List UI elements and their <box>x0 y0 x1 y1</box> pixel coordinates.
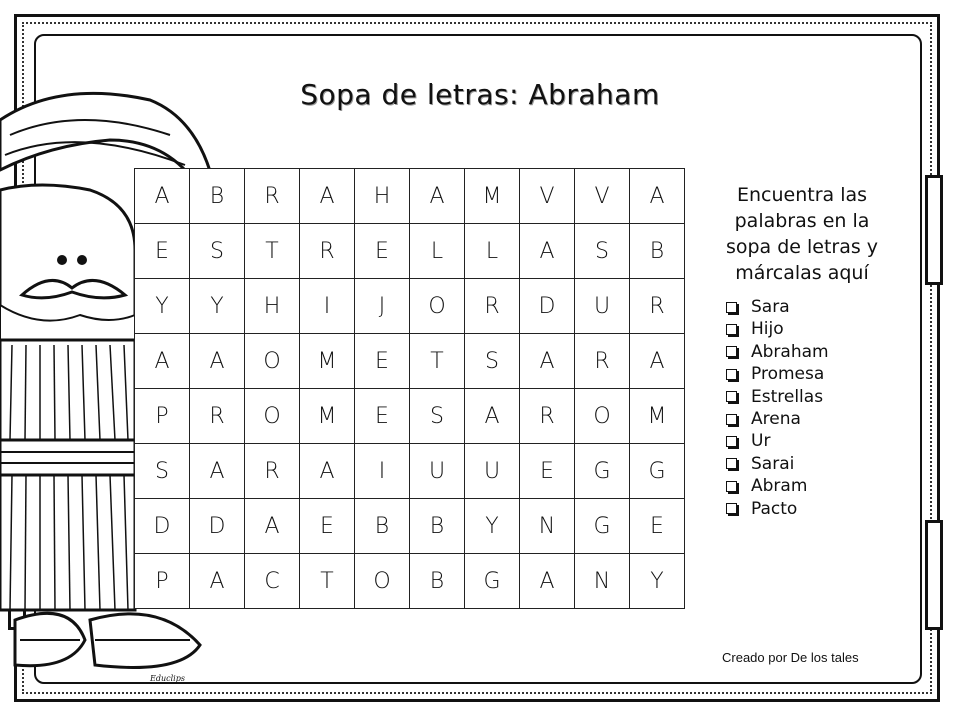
grid-cell[interactable]: P <box>135 389 190 444</box>
grid-cell[interactable]: O <box>410 279 465 334</box>
grid-cell[interactable]: S <box>135 444 190 499</box>
grid-cell[interactable]: N <box>520 499 575 554</box>
word-label: Abraham <box>751 341 829 362</box>
grid-cell[interactable]: H <box>355 169 410 224</box>
instructions <box>704 182 900 286</box>
grid-row <box>135 444 685 499</box>
grid-cell[interactable]: A <box>630 334 685 389</box>
grid-cell[interactable]: A <box>190 444 245 499</box>
border-tab-right-bottom <box>925 520 943 630</box>
grid-cell[interactable]: B <box>410 499 465 554</box>
grid-cell[interactable]: A <box>520 554 575 609</box>
grid-cell[interactable]: R <box>300 224 355 279</box>
grid-cell[interactable]: A <box>465 389 520 444</box>
checkbox-icon[interactable] <box>726 369 737 380</box>
credit-text: Creado por De los tales <box>722 650 859 665</box>
grid-cell[interactable]: J <box>355 279 410 334</box>
grid-cell[interactable]: B <box>410 554 465 609</box>
grid-cell[interactable]: V <box>575 169 630 224</box>
grid-cell[interactable]: A <box>135 169 190 224</box>
word-list-item[interactable] <box>722 386 902 408</box>
checkbox-icon[interactable] <box>726 458 737 469</box>
grid-cell[interactable]: R <box>245 444 300 499</box>
grid-cell[interactable]: Y <box>630 554 685 609</box>
grid-cell[interactable]: Y <box>135 279 190 334</box>
grid-cell[interactable]: C <box>245 554 300 609</box>
grid-cell[interactable]: R <box>465 279 520 334</box>
grid-cell[interactable]: R <box>245 169 300 224</box>
grid-cell[interactable]: O <box>245 334 300 389</box>
checkbox-icon[interactable] <box>726 481 737 492</box>
grid-cell[interactable]: B <box>355 499 410 554</box>
grid-cell[interactable]: A <box>410 169 465 224</box>
word-label: Hijo <box>751 319 784 340</box>
grid-cell[interactable]: R <box>190 389 245 444</box>
grid-row <box>135 554 685 609</box>
grid-cell[interactable]: M <box>465 169 520 224</box>
grid-cell[interactable]: H <box>245 279 300 334</box>
grid-cell[interactable]: A <box>245 499 300 554</box>
word-list-item[interactable] <box>722 363 902 385</box>
grid-cell[interactable]: G <box>575 444 630 499</box>
grid-cell[interactable]: B <box>190 169 245 224</box>
word-label: Promesa <box>751 364 825 385</box>
word-label: Arena <box>751 408 801 429</box>
checkbox-icon[interactable] <box>726 436 737 447</box>
word-label: Sara <box>751 297 790 317</box>
grid-cell[interactable]: G <box>465 554 520 609</box>
grid-cell[interactable]: P <box>135 554 190 609</box>
grid-cell[interactable]: Y <box>465 499 520 554</box>
grid-cell[interactable]: T <box>245 224 300 279</box>
grid-cell[interactable]: S <box>575 224 630 279</box>
grid-cell[interactable]: I <box>300 279 355 334</box>
grid-cell[interactable]: A <box>300 169 355 224</box>
grid-cell[interactable]: M <box>630 389 685 444</box>
grid-cell[interactable]: A <box>190 554 245 609</box>
border-tab-right-top <box>925 175 943 285</box>
grid-cell[interactable]: S <box>465 334 520 389</box>
word-label: Estrellas <box>751 386 824 407</box>
word-list-item[interactable] <box>722 430 902 452</box>
grid-row <box>135 334 685 389</box>
word-list <box>722 296 902 520</box>
grid-cell[interactable]: E <box>355 224 410 279</box>
grid-cell[interactable]: E <box>630 499 685 554</box>
word-search-grid <box>134 168 685 609</box>
grid-cell[interactable]: O <box>575 389 630 444</box>
instructions-line: sopa de letras y <box>725 236 879 258</box>
word-list-item[interactable] <box>722 498 902 520</box>
grid-cell[interactable]: R <box>520 389 575 444</box>
word-list-item[interactable] <box>722 341 902 363</box>
word-list-item[interactable] <box>722 475 902 497</box>
checkbox-icon[interactable] <box>726 414 737 425</box>
grid-cell[interactable]: R <box>575 334 630 389</box>
word-label: Sarai <box>751 453 795 474</box>
grid-cell[interactable]: B <box>630 224 685 279</box>
grid-cell[interactable]: L <box>410 224 465 279</box>
grid-row <box>135 499 685 554</box>
checkbox-icon[interactable] <box>726 503 737 514</box>
grid-cell[interactable]: M <box>300 334 355 389</box>
grid-cell[interactable]: S <box>190 224 245 279</box>
checkbox-icon[interactable] <box>726 346 737 357</box>
grid-cell[interactable]: A <box>135 334 190 389</box>
word-list-item[interactable] <box>722 453 902 475</box>
grid-cell[interactable]: O <box>355 554 410 609</box>
grid-cell[interactable]: E <box>300 499 355 554</box>
checkbox-icon[interactable] <box>726 324 737 335</box>
word-label: Ur <box>751 431 771 452</box>
grid-cell[interactable]: A <box>630 169 685 224</box>
grid-cell[interactable]: A <box>190 334 245 389</box>
grid-cell[interactable]: E <box>355 389 410 444</box>
grid-cell[interactable]: U <box>575 279 630 334</box>
grid-cell[interactable]: L <box>465 224 520 279</box>
grid-cell[interactable]: U <box>410 444 465 499</box>
grid-cell[interactable]: S <box>410 389 465 444</box>
grid-cell[interactable]: D <box>520 279 575 334</box>
grid-row <box>135 169 685 224</box>
grid-cell[interactable]: O <box>245 389 300 444</box>
grid-cell[interactable]: G <box>630 444 685 499</box>
grid-cell[interactable]: V <box>520 169 575 224</box>
grid-cell[interactable]: E <box>520 444 575 499</box>
word-list-item[interactable] <box>722 318 902 340</box>
grid-cell[interactable]: R <box>630 279 685 334</box>
grid-cell[interactable]: U <box>465 444 520 499</box>
grid-cell[interactable]: N <box>575 554 630 609</box>
grid-row <box>135 279 685 334</box>
word-list-item[interactable] <box>722 408 902 430</box>
checkbox-icon[interactable] <box>726 302 737 313</box>
grid-row <box>135 389 685 444</box>
word-list-item[interactable] <box>722 296 902 318</box>
grid-cell[interactable]: Y <box>190 279 245 334</box>
word-label: Pacto <box>751 498 798 519</box>
grid-cell[interactable]: A <box>520 334 575 389</box>
grid-cell[interactable]: D <box>135 499 190 554</box>
grid-cell[interactable]: A <box>300 444 355 499</box>
grid-cell[interactable]: T <box>300 554 355 609</box>
grid-cell[interactable]: I <box>355 444 410 499</box>
grid-cell[interactable]: E <box>355 334 410 389</box>
grid-cell[interactable]: D <box>190 499 245 554</box>
instructions-line: palabras en la <box>734 210 870 232</box>
grid-cell[interactable]: T <box>410 334 465 389</box>
instructions-line: Encuentra las <box>736 184 868 206</box>
grid-cell[interactable]: G <box>575 499 630 554</box>
grid-cell[interactable]: A <box>520 224 575 279</box>
instructions-line: márcalas aquí <box>735 262 869 284</box>
page-title: Sopa de letras: Abraham <box>300 78 660 111</box>
artist-signature: Educlips <box>150 674 185 683</box>
checkbox-icon[interactable] <box>726 391 737 402</box>
grid-row <box>135 224 685 279</box>
grid-cell[interactable]: E <box>135 224 190 279</box>
grid-cell[interactable]: M <box>300 389 355 444</box>
word-label: Abram <box>751 476 808 497</box>
